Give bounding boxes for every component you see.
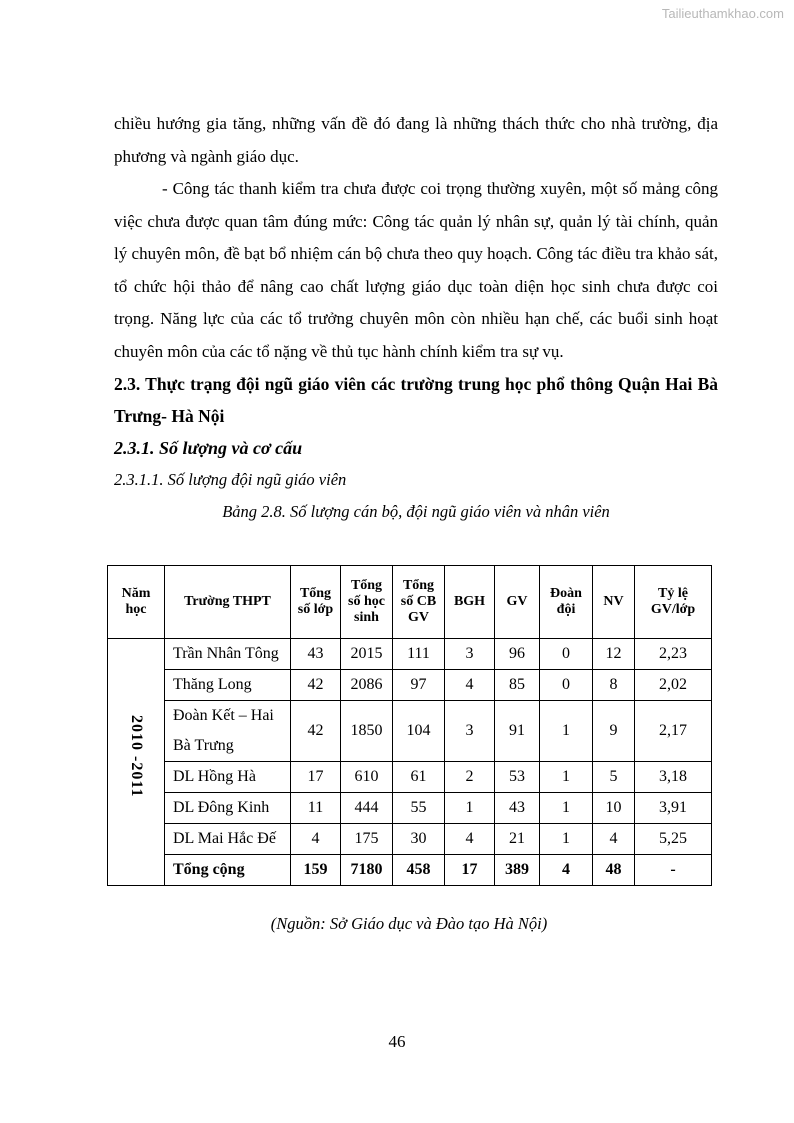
- total-gv: 389: [495, 855, 540, 886]
- header-staff: Tổng số CB GV: [393, 566, 445, 639]
- cell-staff: 111: [393, 639, 445, 670]
- paragraph-1: chiều hướng gia tăng, những vấn đề đó đang là những thách thức cho nhà trường, địa phương và ngành giáo dục.: [114, 114, 718, 166]
- cell-ratio: 5,25: [635, 824, 712, 855]
- cell-nv: 9: [593, 701, 635, 762]
- header-students: Tổng số học sinh: [341, 566, 393, 639]
- table-row: [108, 670, 712, 701]
- cell-gv: 85: [495, 670, 540, 701]
- cell-students: 2015: [341, 639, 393, 670]
- header-year: Năm học: [108, 566, 165, 639]
- subsection-heading: 2.3.1. Số lượng và cơ cấu: [114, 438, 303, 458]
- cell-staff: 30: [393, 824, 445, 855]
- cell-classes: 17: [291, 762, 341, 793]
- table-row: [108, 824, 712, 855]
- cell-nv: 5: [593, 762, 635, 793]
- cell-nv: 10: [593, 793, 635, 824]
- header-classes: Tổng số lớp: [291, 566, 341, 639]
- total-bgh: 17: [445, 855, 495, 886]
- total-students: 7180: [341, 855, 393, 886]
- cell-classes: 4: [291, 824, 341, 855]
- page-body: [114, 108, 718, 528]
- total-doan-doi: 4: [540, 855, 593, 886]
- cell-bgh: 3: [445, 701, 495, 762]
- cell-bgh: 3: [445, 639, 495, 670]
- cell-students: 444: [341, 793, 393, 824]
- source-note: (Nguồn: Sở Giáo dục và Đào tạo Hà Nội): [270, 914, 548, 933]
- cell-nv: 8: [593, 670, 635, 701]
- school-name: Đoàn Kết – Hai Bà Trưng: [165, 701, 291, 762]
- cell-staff: 104: [393, 701, 445, 762]
- cell-doan-doi: 1: [540, 824, 593, 855]
- page-number: 46: [388, 1032, 406, 1051]
- section-heading: 2.3. Thực trạng đội ngũ giáo viên các trường trung học phổ thông Quận Hai Bà Trưng- Hà Nội: [114, 374, 718, 426]
- cell-doan-doi: 1: [540, 793, 593, 824]
- school-name: DL Mai Hắc Đế: [165, 824, 291, 855]
- header-ratio: Tỷ lệ GV/lớp: [635, 566, 712, 639]
- paragraph-2: - Công tác thanh kiểm tra chưa được coi trọng thường xuyên, một số mảng công việc chưa được quan tâm đúng mức: Công tác quản lý nhân sự, quản lý tài chính, quản lý chuyên môn, đề bạt bổ nhiệm cán bộ chưa theo quy hoạch. Công tác điều tra khảo sát, tổ chức hội thảo để nâng cao chất lượng giáo dục toàn diện học sinh chưa được coi trọng. Năng lực của các tổ trưởng chuyên môn còn nhiều hạn chế, các buổi sinh hoạt chuyên môn của các tổ nặng về thủ tục hành chính kiểm tra sự vụ.: [114, 179, 718, 361]
- cell-ratio: 2,02: [635, 670, 712, 701]
- cell-ratio: 3,18: [635, 762, 712, 793]
- cell-gv: 91: [495, 701, 540, 762]
- table-row: [108, 762, 712, 793]
- cell-gv: 21: [495, 824, 540, 855]
- cell-ratio: 2,23: [635, 639, 712, 670]
- cell-doan-doi: 0: [540, 670, 593, 701]
- total-staff: 458: [393, 855, 445, 886]
- cell-students: 2086: [341, 670, 393, 701]
- cell-ratio: 2,17: [635, 701, 712, 762]
- cell-bgh: 2: [445, 762, 495, 793]
- total-label: Tổng cộng: [165, 855, 291, 886]
- cell-bgh: 1: [445, 793, 495, 824]
- header-bgh: BGH: [445, 566, 495, 639]
- cell-staff: 61: [393, 762, 445, 793]
- header-gv: GV: [495, 566, 540, 639]
- cell-doan-doi: 1: [540, 701, 593, 762]
- cell-doan-doi: 1: [540, 762, 593, 793]
- table-row: [108, 701, 712, 762]
- total-ratio: -: [635, 855, 712, 886]
- cell-students: 610: [341, 762, 393, 793]
- subsubsection-heading: 2.3.1.1. Số lượng đội ngũ giáo viên: [114, 470, 347, 489]
- school-name: Trần Nhân Tông: [165, 639, 291, 670]
- cell-students: 1850: [341, 701, 393, 762]
- cell-classes: 42: [291, 701, 341, 762]
- cell-gv: 43: [495, 793, 540, 824]
- cell-doan-doi: 0: [540, 639, 593, 670]
- year-cell: [108, 639, 165, 886]
- cell-nv: 12: [593, 639, 635, 670]
- cell-gv: 96: [495, 639, 540, 670]
- cell-students: 175: [341, 824, 393, 855]
- staff-table: [107, 565, 712, 886]
- cell-staff: 55: [393, 793, 445, 824]
- cell-bgh: 4: [445, 670, 495, 701]
- total-nv: 48: [593, 855, 635, 886]
- header-doan-doi: Đoàn đội: [540, 566, 593, 639]
- total-classes: 159: [291, 855, 341, 886]
- school-name: DL Hồng Hà: [165, 762, 291, 793]
- table-row: [108, 639, 712, 670]
- cell-bgh: 4: [445, 824, 495, 855]
- school-name: Thăng Long: [165, 670, 291, 701]
- header-school: Trường THPT: [165, 566, 291, 639]
- cell-classes: 11: [291, 793, 341, 824]
- cell-gv: 53: [495, 762, 540, 793]
- table-header-row: [108, 566, 712, 639]
- cell-classes: 43: [291, 639, 341, 670]
- watermark: Tailieuthamkhao.com: [661, 6, 784, 21]
- header-nv: NV: [593, 566, 635, 639]
- table-caption: Bảng 2.8. Số lượng cán bộ, đội ngũ giáo viên và nhân viên: [222, 502, 610, 521]
- table-row: [108, 793, 712, 824]
- cell-staff: 97: [393, 670, 445, 701]
- school-name: DL Đông Kinh: [165, 793, 291, 824]
- cell-nv: 4: [593, 824, 635, 855]
- cell-classes: 42: [291, 670, 341, 701]
- cell-ratio: 3,91: [635, 793, 712, 824]
- year-label: 2010 -2011: [128, 715, 145, 798]
- table-total-row: [108, 855, 712, 886]
